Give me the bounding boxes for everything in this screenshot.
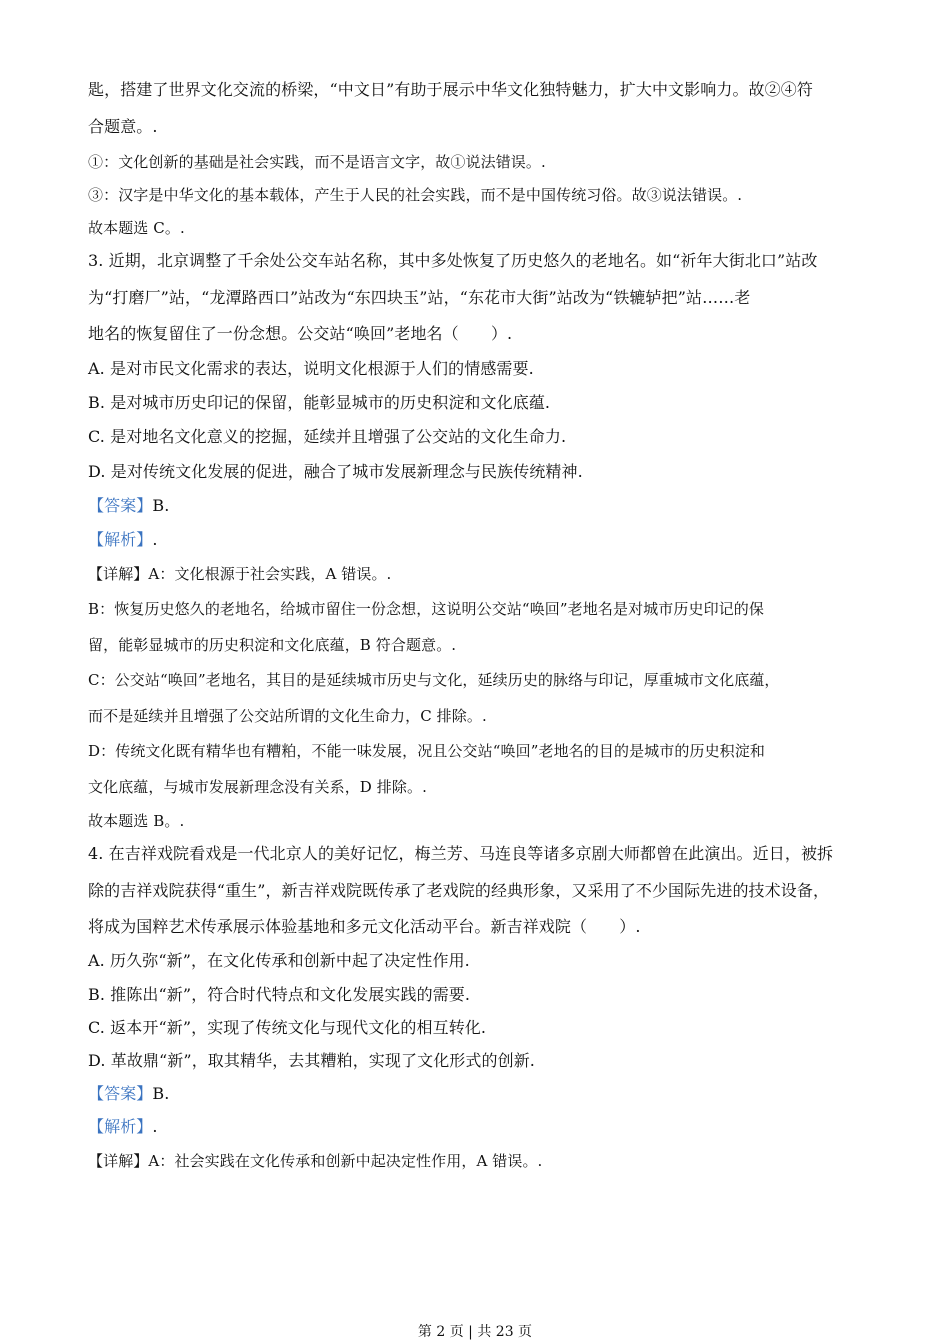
detail-line [88, 1151, 542, 1171]
question-4-option-d: D. 革故鼎“新”，取其精华，去其糟粕，实现了文化形式的创新. [88, 1051, 535, 1070]
question-3-stem: 3. 近期，北京调整了千余处公交车站名称，其中多处恢复了历史悠久的老地名。如“祈年大街北口”站改 [88, 251, 818, 270]
question-4-option-b: B. 推陈出“新”，符合时代特点和文化发展实践的需要. [88, 985, 471, 1004]
question-3-option-d: D. 是对传统文化发展的促进，融合了城市发展新理念与民族传统精神. [88, 462, 583, 481]
paragraph-line: 故本题选 C。. [88, 219, 185, 237]
answer-tag: 【答案】 [88, 1084, 153, 1103]
question-3-option-c: C. 是对地名文化意义的挖掘，延续并且增强了公交站的文化生命力. [88, 427, 567, 446]
question-4-option-a: A. 历久弥“新”，在文化传承和创新中起了决定性作用. [88, 951, 470, 970]
answer-tag: 【答案】 [88, 496, 153, 515]
detail-text: A：文化根源于社会实践，A 错误。. [148, 565, 392, 583]
detail-text: A：社会实践在文化传承和创新中起决定性作用，A 错误。. [148, 1152, 543, 1170]
analysis-line [88, 1117, 158, 1137]
detail-tag: 【详解】 [88, 565, 149, 583]
analysis-tag: 【解析】 [88, 1117, 153, 1136]
explanation-line: B：恢复历史悠久的老地名，给城市留住一份念想，这说明公交站“唤回”老地名是对城市历史印记的保 [88, 600, 764, 618]
explanation-line: 而不是延续并且增强了公交站所谓的文化生命力，C 排除。. [88, 707, 487, 725]
question-3-stem: 地名的恢复留住了一份念想。公交站“唤回”老地名（ ）. [88, 324, 513, 343]
question-4-stem: 将成为国粹艺术传承展示体验基地和多元文化活动平台。新吉祥戏院（ ）. [88, 917, 641, 936]
question-3-option-b: B. 是对城市历史印记的保留，能彰显城市的历史积淀和文化底蕴. [88, 393, 551, 412]
question-3-option-a: A. 是对市民文化需求的表达，说明文化根源于人们的情感需要. [88, 359, 534, 378]
explanation-line: 留，能彰显城市的历史积淀和文化底蕴，B 符合题意。. [88, 636, 457, 654]
answer-line [88, 1084, 169, 1104]
analysis-line [88, 530, 158, 550]
analysis-value: . [152, 1117, 158, 1136]
question-4-stem: 除的吉祥戏院获得“重生”，新吉祥戏院既传承了老戏院的经典形象，又采用了不少国际先进的技术设备， [88, 881, 830, 900]
explanation-line: C：公交站“唤回”老地名，其目的是延续城市历史与文化，延续历史的脉络与印记，厚重城市文化底蕴， [88, 671, 780, 689]
paragraph-line: ①：文化创新的基础是社会实践，而不是语言文字，故①说法错误。. [88, 153, 546, 171]
answer-value: B. [152, 1084, 170, 1103]
answer-line [88, 496, 169, 516]
explanation-line: 文化底蕴，与城市发展新理念没有关系，D 排除。. [88, 778, 427, 796]
explanation-line: D：传统文化既有精华也有糟粕，不能一味发展，况且公交站“唤回”老地名的目的是城市的历史积淀和 [88, 742, 765, 760]
detail-line [88, 564, 391, 584]
question-3-stem: 为“打磨厂”站，“龙潭路西口”站改为“东四块玉”站，“东花市大街”站改为“铁辘轳把”站……老 [88, 288, 751, 307]
answer-value: B. [152, 496, 170, 515]
paragraph-line: 合题意。. [88, 117, 158, 136]
question-4-option-c: C. 返本开“新”，实现了传统文化与现代文化的相互转化. [88, 1018, 487, 1037]
question-4-stem: 4. 在吉祥戏院看戏是一代北京人的美好记忆，梅兰芳、马连良等诸多京剧大师都曾在此演出。近日，被拆 [88, 844, 834, 863]
paragraph-line: 匙，搭建了世界文化交流的桥梁，“中文日”有助于展示中华文化独特魅力，扩大中文影响力。故②④符 [88, 80, 813, 99]
page-footer: 第 2 页 | 共 23 页 [417, 1324, 533, 1340]
explanation-line: 故本题选 B。. [88, 812, 185, 830]
paragraph-line: ③：汉字是中华文化的基本载体，产生于人民的社会实践，而不是中国传统习俗。故③说法错误。. [88, 186, 743, 204]
detail-tag: 【详解】 [88, 1152, 149, 1170]
analysis-value: . [152, 530, 158, 549]
analysis-tag: 【解析】 [88, 530, 153, 549]
